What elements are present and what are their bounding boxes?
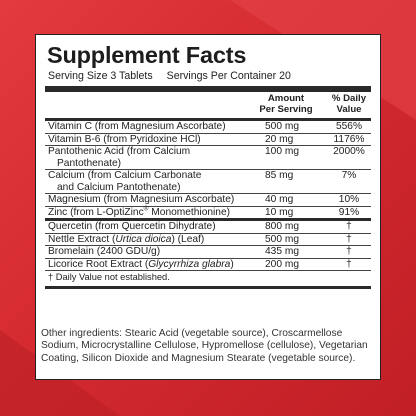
table-row — [45, 259, 371, 271]
table-row — [45, 170, 371, 194]
ingredient-amount: 800 mg — [265, 221, 299, 232]
registered-mark: ® — [143, 205, 149, 213]
nutrient-name: Vitamin B-6 (from Pyridoxine HCl) — [48, 133, 201, 145]
rows-no-dv — [45, 221, 371, 270]
nutrient-name-cont: and Calcium Pantothenate) — [57, 181, 181, 193]
nettle-post: ) (Leaf) — [171, 233, 205, 245]
amount-header-line2: Per Serving — [259, 103, 313, 115]
table-row — [45, 194, 371, 207]
table-row — [45, 221, 371, 234]
serving-info — [48, 70, 371, 83]
nutrient-amount: 20 mg — [265, 133, 294, 145]
nutrient-amount: 40 mg — [265, 194, 294, 205]
dagger-mark: † — [346, 221, 352, 232]
servings-per-container: Servings Per Container 20 — [166, 70, 291, 82]
nutrient-name — [48, 207, 230, 218]
column-header — [45, 92, 371, 118]
nutrient-dv: 2000% — [333, 146, 365, 157]
ingredient-amount: 500 mg — [265, 233, 299, 245]
dagger-mark: † — [346, 246, 352, 257]
nettle-latin: Urtica dioica — [115, 233, 172, 245]
nutrient-dv: 10% — [338, 194, 360, 205]
dv-header — [325, 94, 373, 115]
dagger-mark: † — [346, 258, 352, 270]
table-row — [45, 146, 371, 170]
dagger-mark: † — [346, 233, 352, 245]
footnote: † Daily Value not established. — [45, 270, 371, 283]
nutrient-dv: 91% — [338, 206, 360, 218]
table-row — [45, 207, 371, 219]
panel-title: Supplement Facts — [47, 42, 247, 68]
nutrient-dv: 1176% — [333, 133, 365, 145]
rows-with-dv — [45, 121, 371, 218]
divider-bottom — [45, 286, 371, 289]
zinc-name-post: Monomethionine) — [148, 206, 231, 218]
ingredient-name — [48, 234, 204, 245]
nutrient-amount: 10 mg — [265, 206, 294, 218]
dv-header-line2: Value — [336, 103, 362, 115]
nutrient-name-cont: Pantothenate) — [57, 157, 122, 169]
nutrient-name: Pantothenic Acid (from Calcium — [48, 146, 191, 157]
nutrient-amount: 100 mg — [265, 146, 299, 157]
zinc-name-pre: Zinc (from L-OptiZinc — [48, 206, 144, 218]
amount-header-line1: Amount — [267, 93, 305, 104]
supplement-facts-panel — [35, 34, 381, 380]
nutrient-name: Magnesium (from Magnesium Ascorbate) — [48, 194, 235, 205]
other-ingredients: Other ingredients: Stearic Acid (vegetable source), Croscarmellose Sodium, Microcrystalline Cellulose, Hypromellose (cellulose), Vegetarian Coating, Silicon Dioxide and Magnesium Stearate (vegetable source). — [41, 328, 368, 364]
ingredient-name: Bromelain (2400 GDU/g) — [48, 246, 161, 257]
ingredient-name: Quercetin (from Quercetin Dihydrate) — [48, 221, 216, 232]
serving-size: Serving Size 3 Tablets — [48, 70, 153, 82]
ingredient-amount: 435 mg — [265, 246, 299, 257]
table-row — [45, 134, 371, 147]
licorice-pre: Licorice Root Extract ( — [48, 258, 149, 270]
licorice-latin: Glycyrrhiza glabra — [148, 258, 231, 270]
nutrient-amount: 85 mg — [265, 170, 294, 181]
amount-header — [253, 94, 319, 115]
nettle-pre: Nettle Extract ( — [48, 233, 116, 245]
nutrient-dv: 556% — [335, 121, 363, 132]
licorice-post: ) — [230, 258, 234, 270]
nutrient-amount: 500 mg — [265, 121, 299, 132]
nutrient-name: Calcium (from Calcium Carbonate — [48, 170, 202, 181]
table-row — [45, 246, 371, 259]
table-row — [45, 234, 371, 247]
table-row — [45, 121, 371, 134]
ingredient-name — [48, 259, 234, 270]
ingredient-amount: 200 mg — [265, 258, 299, 270]
nutrient-dv: 7% — [341, 170, 357, 181]
dv-header-line1: % Daily — [331, 93, 367, 104]
nutrient-name: Vitamin C (from Magnesium Ascorbate) — [48, 121, 226, 132]
facts-table — [45, 42, 371, 289]
